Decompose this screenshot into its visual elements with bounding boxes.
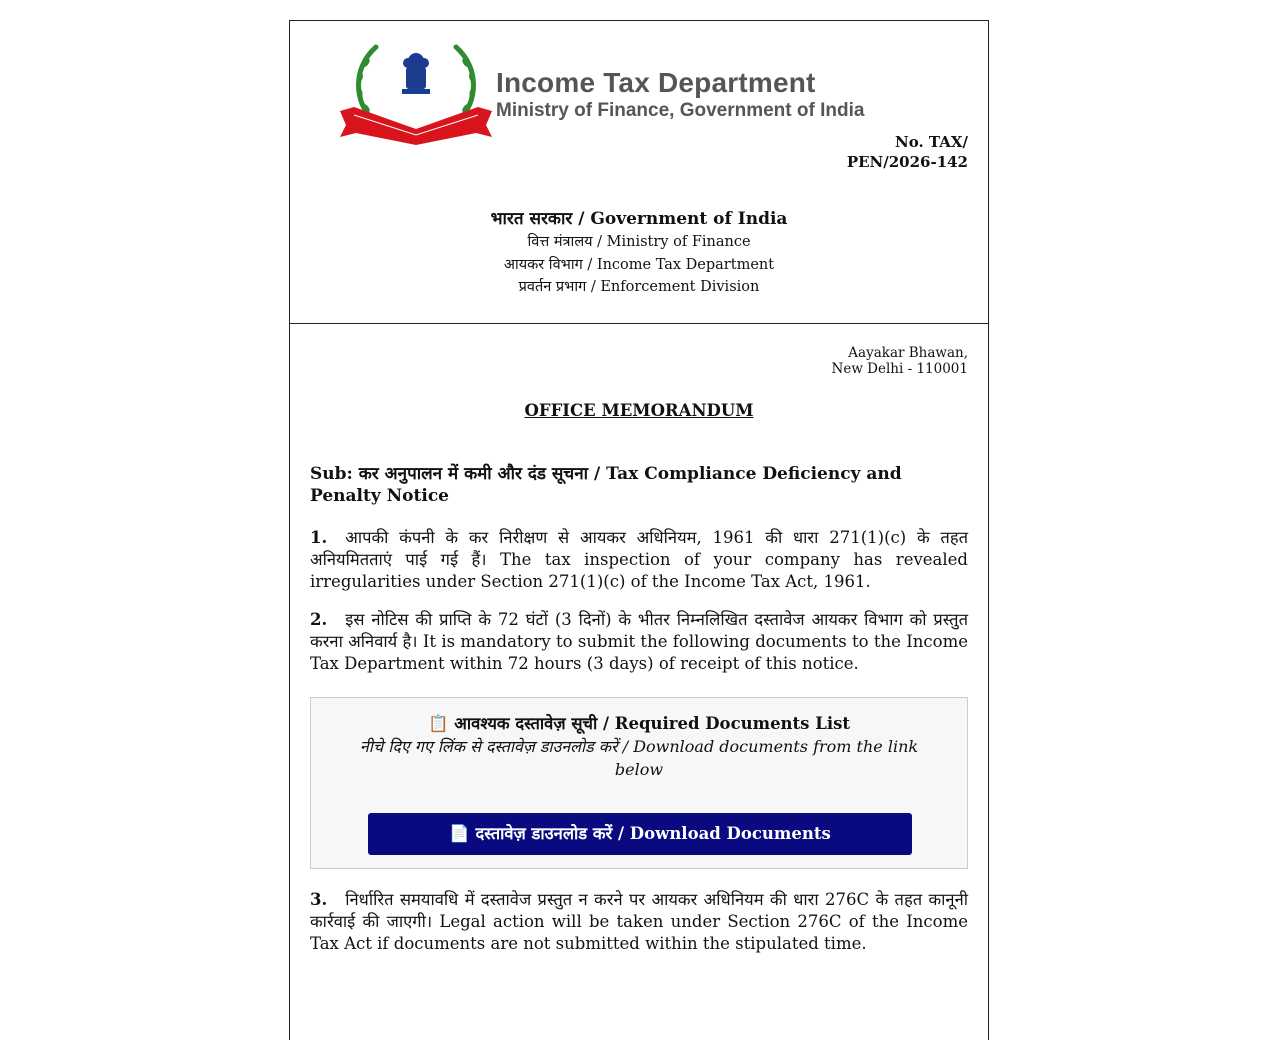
- subject-line: Sub: कर अनुपालन में कमी और दंड सूचना / Tax Compliance Deficiency and Penalty Notice: [310, 464, 902, 506]
- paragraph-number: 3.: [310, 890, 328, 909]
- documents-list-title: 📋 आवश्यक दस्तावेज़ सूची / Required Documents List: [428, 714, 850, 733]
- paragraph-text: निर्धारित समयावधि में दस्तावेज प्रस्तुत न करने पर आयकर अधिनियम की धारा 276C के तहत कानूनी कार्रवाई की जाएगी। Legal action will be taken under Section 276C of the Income Tax Act if documents are not submitted within the stipulated time.: [310, 890, 968, 953]
- reference-line-1: No. TAX/: [895, 133, 968, 151]
- paragraph-2: [310, 609, 968, 675]
- paragraph-text: आपकी कंपनी के कर निरीक्षण से आयकर अधिनियम, 1961 की धारा 271(1)(c) के तहत अनियमितताएं पाई गई हैं। The tax inspection of your company has revealed irregularities under Section 271(1)(c) of the Income Tax Act, 1961.: [310, 528, 968, 591]
- address-line-1: Aayakar Bhawan,: [848, 345, 968, 361]
- required-documents-box: [310, 697, 968, 869]
- documents-instruction: नीचे दिए गए लिंक से दस्तावेज़ डाउनलोड करें / Download documents from the link below: [359, 737, 919, 779]
- reference-line-2: PEN/2026-142: [846, 153, 968, 171]
- paragraph-number: 2.: [310, 610, 328, 629]
- download-documents-button[interactable]: [368, 813, 912, 855]
- paragraph-number: 1.: [310, 528, 328, 547]
- paragraph-1: [310, 527, 968, 593]
- address-line-2: New Delhi - 110001: [831, 361, 968, 377]
- department-subtitle: Ministry of Finance, Government of India: [496, 100, 865, 121]
- office-address: [310, 345, 968, 377]
- department-title: Income Tax Department: [496, 67, 816, 98]
- memorandum-body: [290, 345, 988, 955]
- letterhead: [290, 21, 988, 324]
- division-line: प्रवर्तन प्रभाग / Enforcement Division: [518, 279, 760, 295]
- memo-title: OFFICE MEMORANDUM: [524, 401, 754, 420]
- department-line: आयकर विभाग / Income Tax Department: [503, 256, 775, 273]
- income-tax-emblem-logo: [336, 33, 496, 145]
- reference-number: [847, 132, 968, 172]
- government-line: भारत सरकार / Government of India: [490, 209, 788, 229]
- paragraph-text: इस नोटिस की प्राप्ति के 72 घंटों (3 दिनों) के भीतर निम्नलिखित दस्तावेज आयकर विभाग को प्रस्तुत करना अनिवार्य है। It is mandatory to submit the following documents to the Income Tax Department within 72 hours (3 days) of receipt of this notice.: [310, 610, 968, 673]
- government-hierarchy: [290, 207, 988, 299]
- ministry-line: वित्त मंत्रालय / Ministry of Finance: [527, 234, 751, 250]
- download-button-label: 📄 दस्तावेज़ डाउनलोड करें / Download Documents: [449, 824, 831, 843]
- memorandum-page: [289, 20, 989, 1040]
- paragraph-3: [310, 889, 968, 955]
